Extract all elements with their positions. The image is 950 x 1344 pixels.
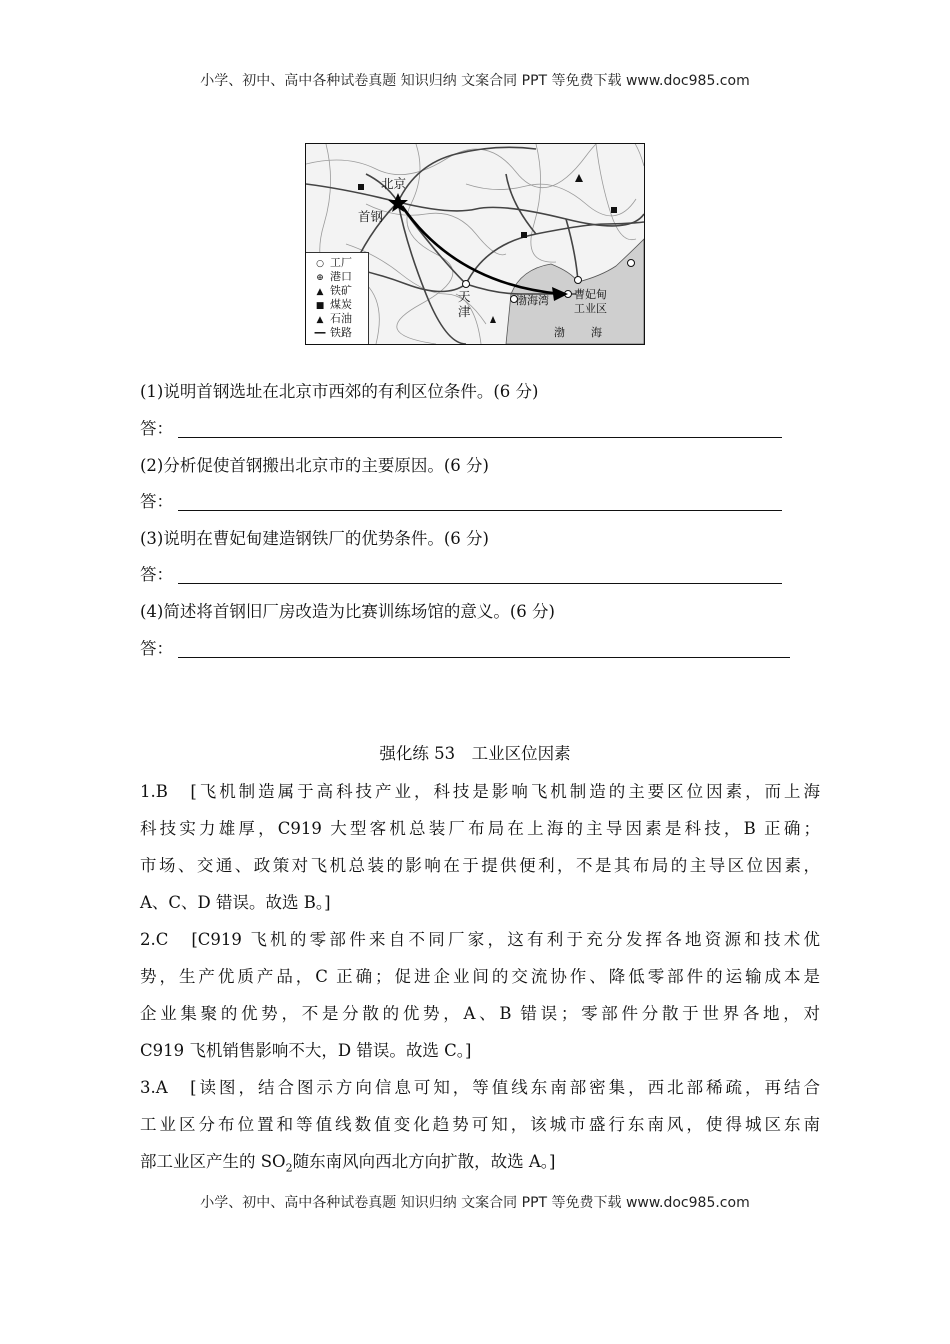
answer-1-line-3: 市场、交通、政策对飞机总装的影响在于提供便利，不是其布局的主导区位因素， — [140, 856, 820, 875]
legend-iron-ore: ▲ 铁矿 — [310, 284, 352, 297]
map-legend — [306, 252, 369, 345]
coal-symbol — [358, 184, 364, 190]
answer-2-line-1: 2.C [C919 飞机的零部件来自不同厂家，这有利于充分发挥各地资源和技术优 — [140, 930, 820, 949]
answer-label-1: 答： — [140, 419, 173, 438]
answer-1-line-4: A、C、D 错误。故选 B。] — [140, 893, 331, 912]
answer-line-1[interactable] — [178, 437, 782, 438]
question-4: (4)简述将首钢旧厂房改造为比赛训练场馆的意义。(6 分) — [140, 602, 555, 621]
label-caofeidian-zone: 工业区 — [574, 302, 607, 315]
label-bo: 渤 — [554, 326, 565, 339]
answer-3-line-3: 部工业区产生的 $SO_2$随东南风向西北方向扩散，故选 A。] — [140, 1152, 556, 1175]
legend-factory: ○ 工厂 — [310, 256, 352, 269]
answer-label-3: 答： — [140, 565, 173, 584]
coal-symbol — [611, 207, 617, 213]
answer-2-line-4: C919 飞机销售影响不大，D 错误。故选 C。] — [140, 1041, 472, 1060]
legend-port: ⊕ 港口 — [310, 270, 352, 283]
port-icon: ⊕ — [316, 273, 324, 283]
answer-3-line-2: 工业区分布位置和等值线数值变化趋势可知，该城市盛行东南风，使得城区东南 — [140, 1115, 820, 1134]
factory-icon: ○ — [316, 259, 324, 269]
so2-subscript: 2 — [285, 1161, 293, 1175]
answer-1-line-1: 1.B [飞机制造属于高科技产业，科技是影响飞机制造的主要区位因素，而上海 — [140, 782, 820, 801]
port-symbol — [575, 277, 582, 284]
question-2: (2)分析促使首钢搬出北京市的主要原因。(6 分) — [140, 456, 489, 475]
iron-ore-symbol — [575, 174, 583, 182]
coal-icon: ■ — [315, 301, 325, 311]
label-beijing: 北京 — [381, 176, 407, 191]
page-header: 小学、初中、高中各种试卷真题 知识归纳 文案合同 PPT 等免费下载 www.doc985.com — [200, 73, 750, 89]
oil-symbol — [490, 316, 496, 323]
coal-symbol — [521, 232, 527, 238]
label-hai: 海 — [591, 326, 602, 339]
answer-line-2[interactable] — [178, 510, 782, 511]
label-tianjin-1: 天 — [458, 289, 471, 304]
legend-railway: ━━ 铁路 — [310, 326, 352, 339]
label-bohai-bay: 渤海湾 — [516, 294, 549, 307]
answer-label-2: 答： — [140, 492, 173, 511]
oil-icon: ▲ — [316, 315, 324, 325]
factory-symbol — [463, 281, 470, 288]
label-shougang: 首钢 — [358, 209, 384, 224]
label-tianjin-2: 津 — [458, 304, 471, 319]
map-figure — [305, 143, 645, 345]
answer-line-4[interactable] — [178, 657, 790, 658]
answer-2-line-3: 企业集聚的优势，不是分散的优势，A、B 错误；零部件分散于世界各地，对 — [140, 1004, 820, 1023]
legend-coal: ■ 煤炭 — [310, 298, 352, 311]
section-title: 强化练 53 工业区位因素 — [379, 744, 571, 763]
port-symbol — [628, 260, 635, 267]
answer-3-line-1: 3.A [读图，结合图示方向信息可知，等值线东南部密集，西北部稀疏，再结合 — [140, 1078, 820, 1097]
iron-ore-icon: ▲ — [316, 287, 324, 297]
question-1: (1)说明首钢选址在北京市西郊的有利区位条件。(6 分) — [140, 382, 539, 401]
railway-icon: ━━ — [314, 329, 326, 339]
answer-label-4: 答： — [140, 639, 173, 658]
answer-1-line-2: 科技实力雄厚，C919 大型客机总装厂布局在上海的主导因素是科技，B 正确； — [140, 819, 820, 838]
label-caofeidian: 曹妃甸 — [574, 288, 607, 301]
answer-line-3[interactable] — [178, 583, 782, 584]
answer-2-line-2: 势，生产优质产品，C 正确；促进企业间的交流协作、降低零部件的运输成本是 — [140, 967, 820, 986]
page-footer: 小学、初中、高中各种试卷真题 知识归纳 文案合同 PPT 等免费下载 www.doc985.com — [200, 1195, 750, 1211]
question-3: (3)说明在曹妃甸建造钢铁厂的优势条件。(6 分) — [140, 529, 489, 548]
legend-oil: ▲ 石油 — [310, 312, 352, 325]
